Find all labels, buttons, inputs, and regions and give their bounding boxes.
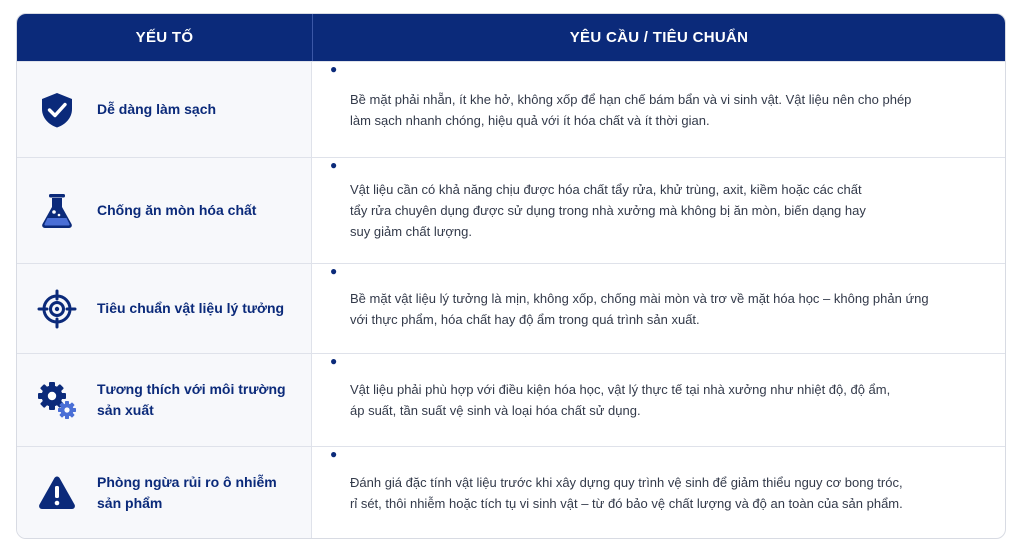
bullet-icon: ● bbox=[330, 62, 338, 76]
shield-check-icon bbox=[37, 90, 77, 130]
requirement-text: Vật liệu cần có khả năng chịu được hóa chất tẩy rửa, khử trùng, axit, kiềm hoặc các chất tẩy rửa chuyên dụng được sử dụng trong nhà xưởng mà không bị ăn mòn, biến dạng hay suy giảm chất lượng. bbox=[350, 182, 866, 239]
bullet-icon: ● bbox=[330, 447, 338, 461]
bullet-icon: ● bbox=[330, 158, 338, 172]
requirement-text: Bề mặt vật liệu lý tưởng là mịn, không xốp, chống mài mòn và trơ về mặt hóa học – không phản ứng với thực phẩm, hóa chất hay độ ẩm trong quá trình sản xuất. bbox=[350, 290, 929, 327]
bullet-icon: ● bbox=[330, 354, 338, 368]
table-row bbox=[17, 61, 1005, 157]
table-row bbox=[17, 446, 1005, 538]
bullet-icon: ● bbox=[330, 264, 338, 278]
table-row bbox=[17, 263, 1005, 353]
gears-icon bbox=[37, 380, 77, 420]
factor-label: Chống ăn mòn hóa chất bbox=[97, 202, 257, 218]
requirements-table bbox=[16, 13, 1006, 539]
factor-label: Dễ dàng làm sạch bbox=[97, 101, 217, 117]
header-factor: YẾU TỐ bbox=[17, 14, 313, 61]
table-header bbox=[17, 14, 1005, 61]
target-icon bbox=[37, 289, 77, 329]
requirement-text: Vật liệu phải phù hợp với điều kiện hóa học, vật lý thực tế tại nhà xưởng như nhiệt độ, độ ẩm, áp suất, tần suất vệ sinh và loại hóa chất sử dụng. bbox=[350, 382, 891, 418]
warning-icon bbox=[37, 473, 77, 513]
factor-label: Tiêu chuẩn vật liệu lý tưởng bbox=[97, 300, 285, 316]
factor-label: Tương thích với môi trường sản xuất bbox=[97, 381, 286, 418]
requirement-text: Đánh giá đặc tính vật liệu trước khi xây dựng quy trình vệ sinh để giảm thiểu nguy cơ bong tróc, rỉ sét, thôi nhiễm hoặc tích tụ vi sinh vật – từ đó bảo vệ chất lượng và độ an toàn của sản phẩm. bbox=[350, 474, 903, 511]
table-row bbox=[17, 157, 1005, 263]
factor-label: Phòng ngừa rủi ro ô nhiễm sản phẩm bbox=[97, 473, 277, 511]
requirement-text: Bề mặt phải nhẵn, ít khe hở, không xốp để hạn chế bám bẩn và vi sinh vật. Vật liệu nên cho phép làm sạch nhanh chóng, hiệu quả với ít hóa chất và ít thời gian. bbox=[350, 91, 912, 128]
header-requirement: YÊU CẦU / TIÊU CHUẨN bbox=[569, 29, 749, 46]
flask-icon bbox=[37, 191, 77, 231]
table-row bbox=[17, 353, 1005, 446]
